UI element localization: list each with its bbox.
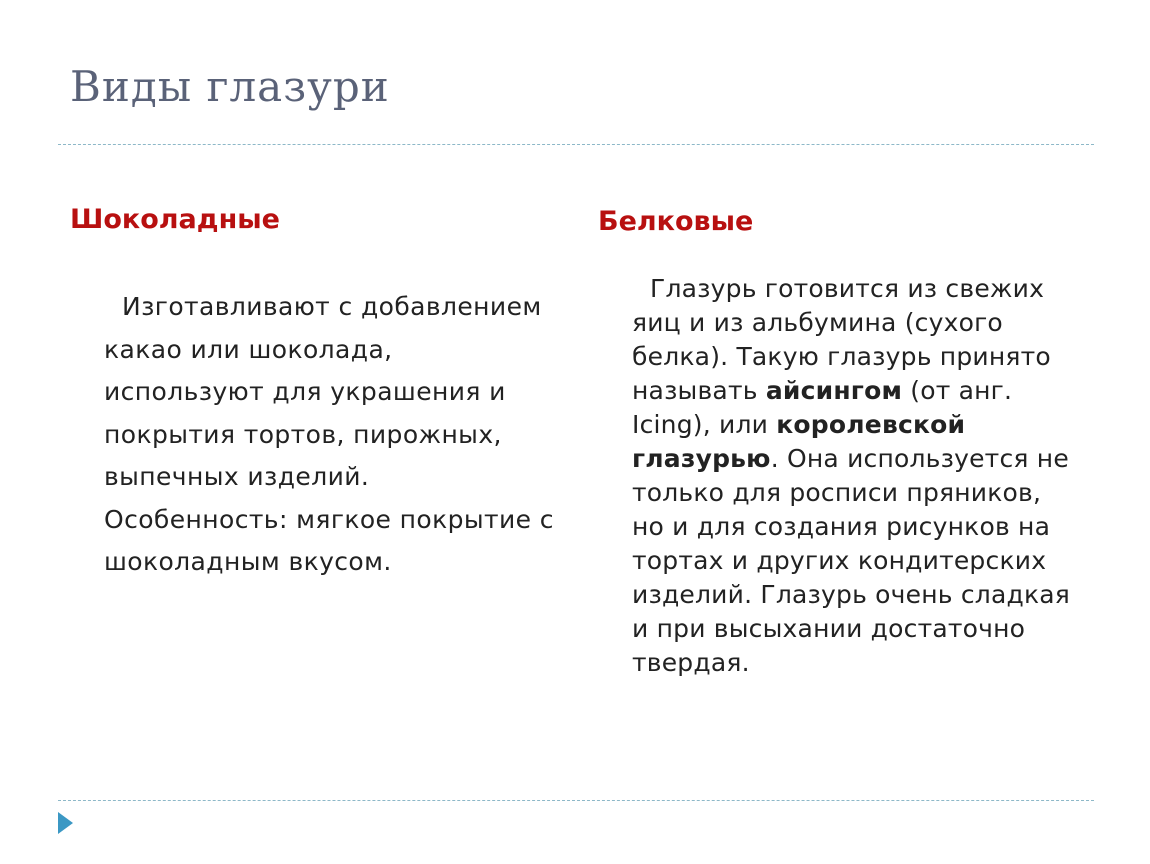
chocolate-text: Изготавливают с добавлением какао или шоколада, используют для украшения и покрытия тортов, пирожных, выпечных изделий. Особенность: мягкое покрытие с шоколадным вкусом. — [104, 292, 554, 576]
footer-divider — [58, 800, 1094, 801]
protein-heading: Белковые — [598, 206, 754, 237]
protein-text-part1: Глазурь готовится из свежих яиц и из альбумина (сухого белка). Такую глазурь принято называть — [632, 274, 1051, 405]
chocolate-heading: Шоколадные — [70, 204, 280, 235]
title-divider — [58, 144, 1094, 145]
icing-term: айсингом — [765, 376, 903, 405]
slide-title: Виды глазури — [70, 62, 390, 111]
chocolate-description — [104, 286, 554, 584]
protein-description — [632, 272, 1072, 680]
royal-icing-term: королевской глазурью — [632, 410, 966, 473]
protein-text-part3: . Она используется не только для росписи пряников, но и для создания рисунков на тортах и других кондитерских изделий. Глазурь очень сладкая и при высыхании достаточно твердая. — [632, 444, 1071, 677]
protein-text-part2: (от анг. Icing), или — [632, 376, 1013, 439]
play-triangle-icon — [58, 812, 73, 834]
